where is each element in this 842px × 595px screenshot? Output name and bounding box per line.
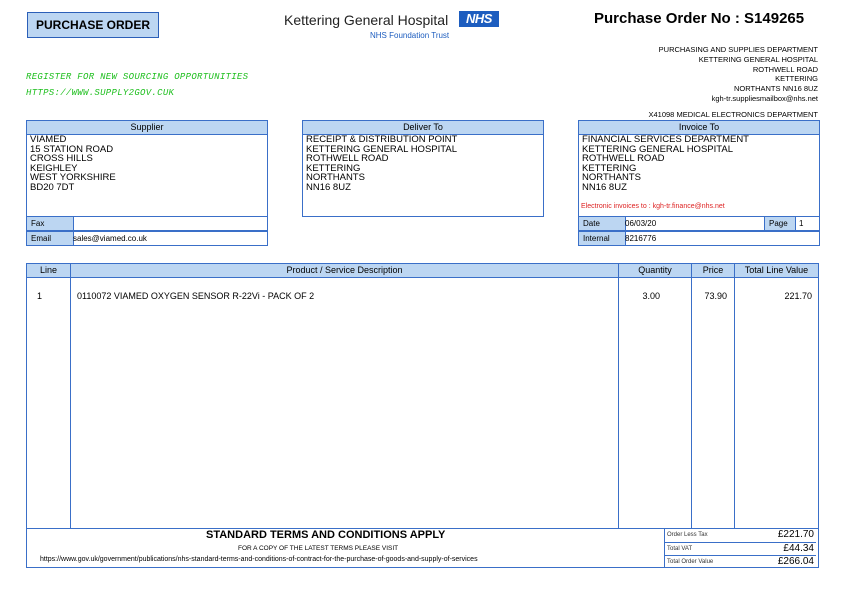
address-line: WEST YORKSHIRE bbox=[30, 172, 116, 184]
total-row bbox=[664, 542, 816, 555]
items-table bbox=[26, 263, 819, 568]
fax-row bbox=[26, 216, 268, 231]
header-price: Price bbox=[692, 264, 735, 278]
address-line: BD20 7DT bbox=[30, 181, 75, 193]
address-line: NN16 8UZ bbox=[582, 181, 627, 193]
deliver-to-address bbox=[306, 135, 457, 193]
internal-row bbox=[578, 231, 820, 246]
address-line: VIAMED bbox=[30, 134, 67, 145]
column-divider bbox=[618, 264, 619, 529]
header-total: Total Line Value bbox=[735, 264, 818, 278]
total-value: £221.70 bbox=[777, 529, 814, 540]
address-line: KETTERING bbox=[306, 162, 361, 174]
supplier-address bbox=[30, 135, 116, 193]
address-email[interactable]: kgh-tr.suppliesmailbox@nhs.net bbox=[711, 93, 818, 103]
invoice-to-heading: Invoice To bbox=[579, 121, 819, 135]
row-description: 0110072 VIAMED OXYGEN SENSOR R-22Vi - PACK OF 2 bbox=[77, 291, 315, 301]
total-label: Total VAT bbox=[667, 546, 693, 552]
address-line: RECEIPT & DISTRIBUTION POINT bbox=[306, 134, 458, 145]
nhs-logo: NHS bbox=[459, 11, 499, 27]
total-row bbox=[664, 555, 816, 568]
address-line: KEIGHLEY bbox=[30, 162, 78, 174]
row-total: 221.70 bbox=[784, 291, 812, 301]
supplier-heading: Supplier bbox=[27, 121, 267, 135]
address-line: NORTHANTS bbox=[306, 172, 365, 184]
row-quantity: 3.00 bbox=[642, 291, 660, 301]
internal-label: Internal bbox=[579, 232, 626, 245]
total-value: £44.34 bbox=[783, 543, 814, 554]
promo-line: REGISTER FOR NEW SOURCING OPPORTUNITIES bbox=[26, 72, 249, 82]
electronic-invoices-note: Electronic invoices to : kgh-tr.finance@nhs.net bbox=[581, 203, 725, 210]
row-line: 1 bbox=[37, 291, 43, 301]
address-line: NORTHANTS bbox=[582, 172, 641, 184]
address-line: ROTHWELL ROAD bbox=[752, 64, 818, 74]
column-divider bbox=[691, 264, 692, 529]
email-value[interactable]: sales@viamed.co.uk bbox=[73, 234, 147, 243]
address-line: 15 STATION ROAD bbox=[30, 143, 114, 155]
date-label: Date bbox=[579, 217, 626, 230]
deliver-to-box bbox=[302, 120, 544, 217]
total-value: £266.04 bbox=[777, 556, 814, 567]
supplier-box bbox=[26, 120, 268, 217]
total-label: Total Order Value bbox=[667, 559, 714, 565]
page-label: Page bbox=[765, 217, 796, 230]
terms-link[interactable]: https://www.gov.uk/government/publications/nhs-standard-terms-and-conditions-of-contract-for-the-purchase-of-goods-and-supply-of-services bbox=[40, 556, 478, 563]
address-line: ROTHWELL ROAD bbox=[582, 153, 665, 165]
address-line: NN16 8UZ bbox=[306, 181, 351, 193]
address-line: FINANCIAL SERVICES DEPARTMENT bbox=[582, 134, 749, 145]
address-line: NORTHANTS NN16 8UZ bbox=[733, 84, 818, 94]
row-price: 73.90 bbox=[704, 291, 727, 301]
deliver-to-heading: Deliver To bbox=[303, 121, 543, 135]
address-line: KETTERING bbox=[775, 74, 818, 84]
promo-link[interactable]: HTTPS://WWW.SUPPLY2GOV.CUK bbox=[26, 88, 175, 98]
internal-value: 8216776 bbox=[625, 234, 657, 243]
page-value: 1 bbox=[799, 219, 804, 228]
terms-title: STANDARD TERMS AND CONDITIONS APPLY bbox=[206, 529, 446, 541]
page-row bbox=[764, 216, 820, 231]
email-row bbox=[26, 231, 268, 246]
purchasing-address bbox=[558, 45, 818, 104]
address-line: ROTHWELL ROAD bbox=[306, 153, 389, 165]
header-description: Product / Service Description bbox=[71, 264, 619, 278]
header-quantity: Quantity bbox=[619, 264, 692, 278]
email-label: Email bbox=[27, 232, 74, 245]
invoice-to-address bbox=[582, 135, 749, 193]
address-line: KETTERING GENERAL HOSPITAL bbox=[698, 54, 818, 64]
order-department: X41098 MEDICAL ELECTRONICS DEPARTMENT bbox=[648, 110, 818, 119]
date-value: 06/03/20 bbox=[625, 219, 657, 228]
fax-label: Fax bbox=[27, 217, 74, 230]
column-divider bbox=[734, 264, 735, 529]
hospital-name: Kettering General Hospital bbox=[284, 12, 449, 28]
header-line: Line bbox=[27, 264, 71, 278]
purchase-order-badge: PURCHASE ORDER bbox=[27, 12, 159, 38]
address-line: KETTERING bbox=[582, 162, 637, 174]
address-line: PURCHASING AND SUPPLIES DEPARTMENT bbox=[658, 45, 818, 54]
total-label: Order Less Tax bbox=[667, 532, 708, 538]
terms-subtitle: FOR A COPY OF THE LATEST TERMS PLEASE VISIT bbox=[238, 545, 399, 552]
po-number: Purchase Order No : S149265 bbox=[594, 10, 805, 27]
foundation-trust: NHS Foundation Trust bbox=[370, 31, 450, 40]
column-divider bbox=[70, 264, 71, 529]
address-line: KETTERING GENERAL HOSPITAL bbox=[306, 143, 457, 155]
address-line: CROSS HILLS bbox=[30, 153, 93, 165]
total-row bbox=[664, 529, 816, 541]
date-row bbox=[578, 216, 766, 231]
address-line: KETTERING GENERAL HOSPITAL bbox=[582, 143, 733, 155]
